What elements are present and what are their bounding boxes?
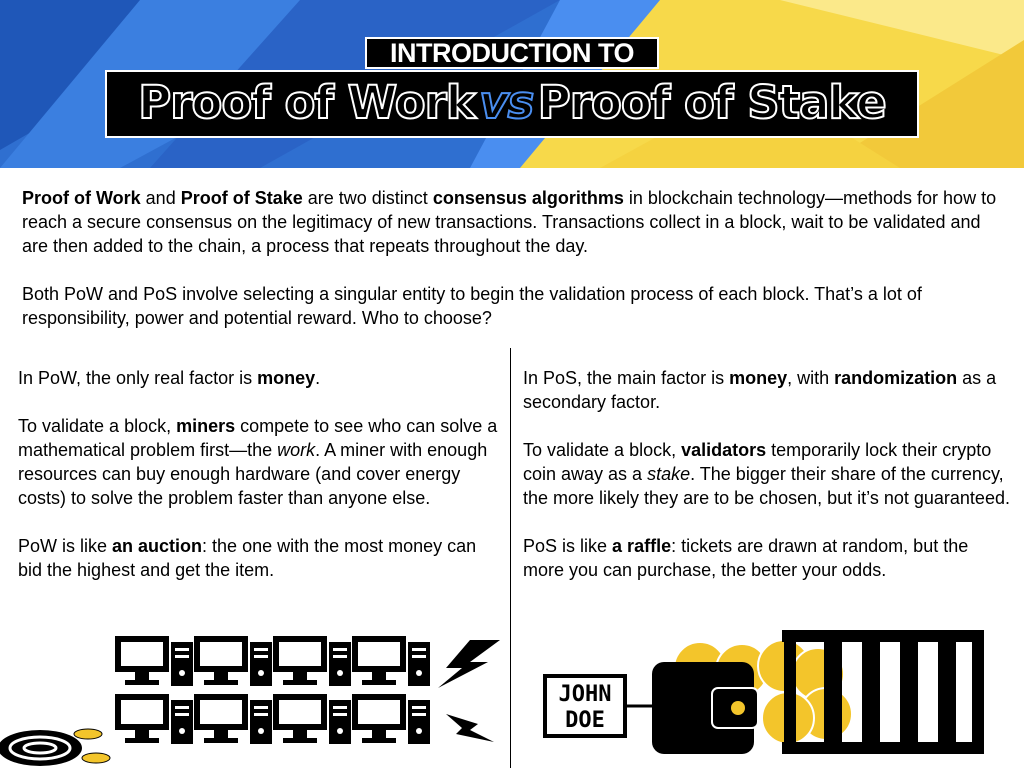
pow-text: PoW is like (18, 536, 113, 556)
pos-term-money: money (729, 368, 788, 388)
name-tag-line-1: JOHN (558, 682, 612, 707)
pow-text: compete to see who can solve a mathematical problem first—the (18, 416, 498, 460)
pos-text: PoS is like (523, 536, 613, 556)
pos-text: as a secondary factor. (523, 368, 997, 412)
pow-paragraph-3 (18, 534, 502, 582)
mining-rig-icon (115, 636, 430, 744)
term-proof-of-work: Proof of Work (22, 188, 141, 208)
pow-text: : the one with the most money can bid the highest and get the item. (18, 536, 477, 580)
name-tag-line-2: DOE (565, 708, 605, 733)
pos-column (523, 366, 1013, 606)
pow-text: . (315, 368, 321, 388)
pos-text: temporarily lock their crypto coin away as a (523, 440, 992, 484)
pos-paragraph-2 (523, 438, 1013, 510)
pos-text: . The bigger their share of the currency, the more likely they are to be chosen, but it’s not guaranteed. (523, 464, 1010, 508)
pow-term-work: work (277, 440, 316, 460)
title-proof-of-stake: Proof of Stake (537, 76, 886, 129)
intro-section (22, 186, 1002, 354)
pow-text: To validate a block, (18, 416, 177, 436)
header-banner (0, 0, 1024, 168)
term-proof-of-stake: Proof of Stake (180, 188, 303, 208)
intro-text: and (140, 188, 181, 208)
intro-text: in blockchain technology—methods for how to reach a secure consensus on the legitimacy of new transactions. Transactions collect in a block, wait to be validated and are then added to the chain, a process that repeats throughout the day. (22, 188, 997, 256)
pow-text: . A miner with enough resources can buy enough hardware (and cover energy costs) to solve the problem faster than anyone else. (18, 440, 488, 508)
pow-term-miners: miners (176, 416, 236, 436)
pow-text: In PoW, the only real factor is (18, 368, 258, 388)
pow-term-auction: an auction (112, 536, 203, 556)
pos-term-raffle: a raffle (612, 536, 672, 556)
pos-paragraph-1 (523, 366, 1013, 414)
page-title (105, 70, 919, 138)
pos-paragraph-3 (523, 534, 1013, 582)
pos-term-stake: stake (647, 464, 691, 484)
pos-term-validators: validators (681, 440, 767, 460)
pow-paragraph-2 (18, 414, 502, 510)
pow-term-money: money (257, 368, 316, 388)
name-tag (545, 676, 655, 736)
intro-paragraph-1 (22, 186, 1002, 258)
wallet-icon (652, 662, 758, 754)
pow-paragraph-1 (18, 366, 502, 390)
pow-column (18, 366, 502, 606)
title-proof-of-work: Proof of Work (138, 76, 475, 129)
pos-text: : tickets are drawn at random, but the more you can purchase, the better your odds. (523, 536, 969, 580)
coin-stack-icon (0, 729, 110, 766)
title-vs: vs (479, 76, 534, 129)
lightning-bolt-icon (438, 640, 500, 688)
pos-text: To validate a block, (523, 440, 682, 460)
intro-text: are two distinct (302, 188, 433, 208)
pos-text: In PoS, the main factor is (523, 368, 730, 388)
pos-term-randomization: randomization (834, 368, 958, 388)
lightning-bolt-icon (446, 714, 494, 742)
intro-paragraph-2: Both PoW and PoS involve selecting a singular entity to begin the validation process of each block. That’s a lot of responsibility, power and potential reward. Who to choose? (22, 284, 922, 328)
kicker-label: INTRODUCTION TO (365, 37, 659, 69)
pos-text: , with (787, 368, 835, 388)
term-consensus-algorithms: consensus algorithms (432, 188, 624, 208)
illustration (0, 610, 1024, 768)
